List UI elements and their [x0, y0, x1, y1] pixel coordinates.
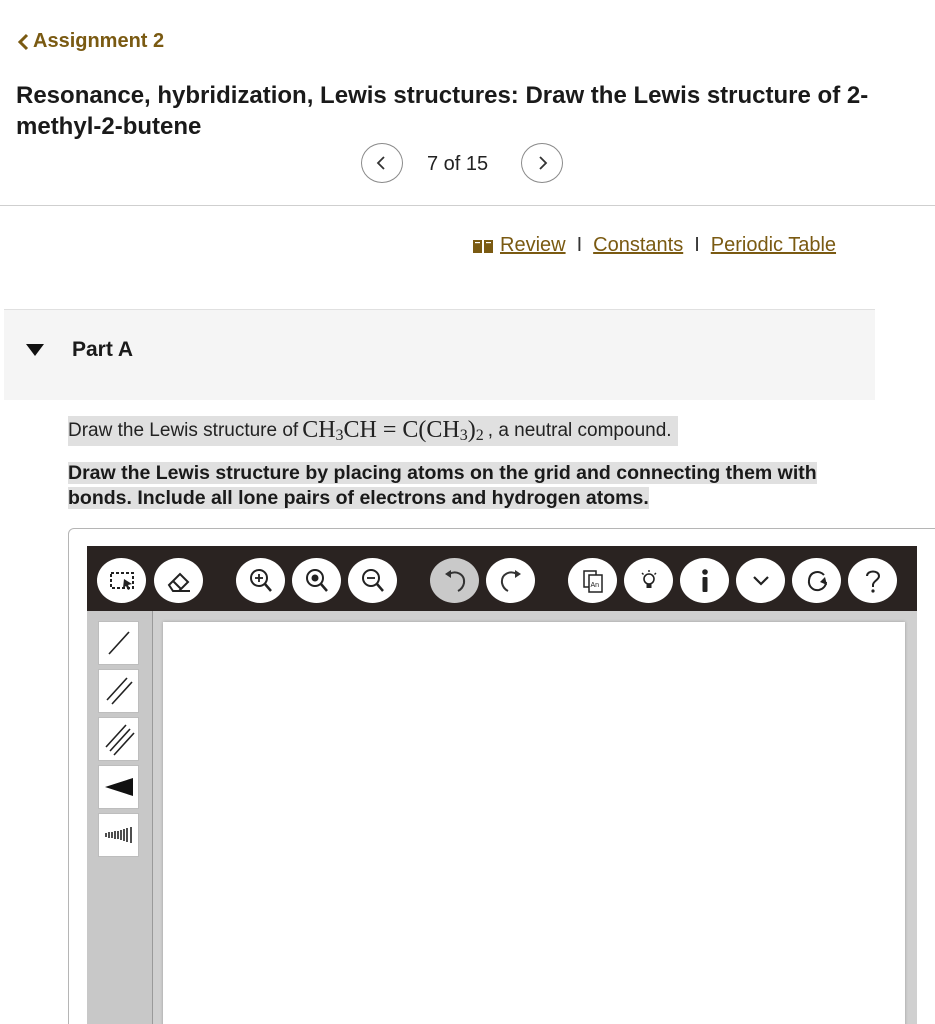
wedge-bond-tool[interactable]: [98, 765, 139, 809]
collapse-triangle-icon: [26, 344, 44, 356]
question-suffix: , a neutral compound.: [487, 420, 672, 441]
help-icon: [858, 566, 888, 596]
reset-button[interactable]: [792, 558, 841, 603]
info-icon: [690, 566, 720, 596]
undo-button[interactable]: [430, 558, 479, 603]
question-text: [68, 416, 678, 446]
question-pager: [361, 143, 563, 183]
undo-icon: [440, 566, 470, 596]
next-question-button[interactable]: [521, 143, 563, 183]
zoom-reset-icon: [302, 566, 332, 596]
part-label: Part A: [72, 338, 134, 361]
chevron-right-icon: [534, 155, 550, 171]
chemical-formula: $CH_3CH = C(CH_3)_2$: [302, 417, 484, 444]
chevron-down-icon: [746, 566, 776, 596]
info-button[interactable]: [680, 558, 729, 603]
bond-tool-palette: [87, 611, 153, 1024]
more-options-button[interactable]: [736, 558, 785, 603]
previous-question-button[interactable]: [361, 143, 403, 183]
document-template-icon: [578, 566, 608, 596]
chevron-left-icon: [15, 32, 31, 52]
question-prefix: Draw the Lewis structure of: [68, 420, 299, 441]
drawing-canvas[interactable]: [163, 622, 905, 1024]
link-separator: I: [694, 234, 700, 256]
templates-button[interactable]: [568, 558, 617, 603]
book-icon: [472, 238, 494, 254]
editor-toolbar: [87, 546, 917, 611]
triple-bond-icon: [103, 722, 135, 756]
back-to-assignment-link[interactable]: [15, 30, 164, 53]
hash-bond-tool[interactable]: [98, 813, 139, 857]
single-bond-icon: [103, 626, 135, 660]
eraser-icon: [164, 566, 194, 596]
select-tool-button[interactable]: [97, 558, 146, 603]
periodic-table-link[interactable]: Periodic Table: [710, 234, 837, 256]
marquee-select-icon: [107, 566, 137, 596]
page-title: Resonance, hybridization, Lewis structures: Draw the Lewis structure of 2-methyl-2-butene: [16, 82, 869, 140]
hash-bond-icon: [103, 818, 135, 852]
reset-icon: [802, 566, 832, 596]
part-a-header[interactable]: [4, 309, 875, 400]
redo-button[interactable]: [486, 558, 535, 603]
zoom-out-button[interactable]: [348, 558, 397, 603]
back-link-label: Assignment 2: [33, 30, 165, 52]
hint-button[interactable]: [624, 558, 673, 603]
question-counter: 7 of 15: [427, 153, 489, 175]
link-separator: I: [576, 234, 583, 256]
lightbulb-icon: [634, 566, 664, 596]
zoom-out-icon: [358, 566, 388, 596]
double-bond-tool[interactable]: [98, 669, 139, 713]
triple-bond-tool[interactable]: [98, 717, 139, 761]
chevron-left-icon: [374, 155, 390, 171]
review-link[interactable]: Review: [500, 234, 566, 256]
resource-links: [472, 234, 836, 257]
instructions-highlight: Draw the Lewis structure by placing atoms on the grid and connecting them with bonds. Include all lone pairs of electrons and hydrogen atoms.: [68, 462, 817, 509]
zoom-fit-button[interactable]: [292, 558, 341, 603]
constants-link[interactable]: Constants: [593, 234, 684, 256]
zoom-in-button[interactable]: [236, 558, 285, 603]
zoom-in-icon: [246, 566, 276, 596]
eraser-button[interactable]: [154, 558, 203, 603]
single-bond-tool[interactable]: [98, 621, 139, 665]
help-button[interactable]: [848, 558, 897, 603]
double-bond-icon: [103, 674, 135, 708]
instructions-text: [68, 461, 873, 511]
redo-icon: [496, 566, 526, 596]
wedge-bond-icon: [103, 770, 135, 804]
svg-text:An: An: [590, 581, 599, 589]
header-divider: [0, 205, 935, 206]
